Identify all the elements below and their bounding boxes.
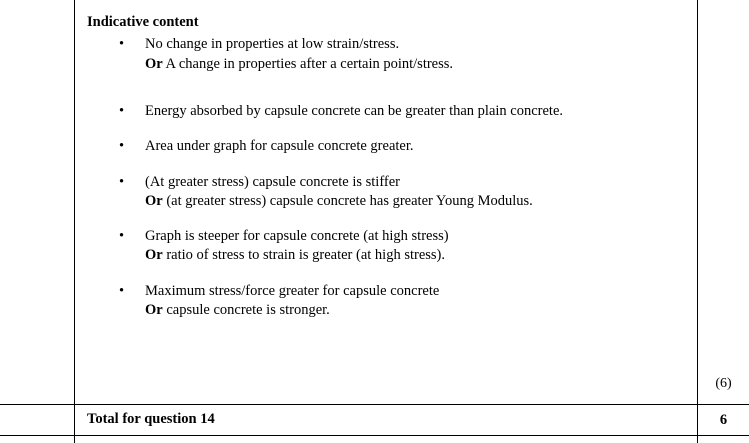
total-row-marks: 6 [719,412,728,428]
total-row-label: Total for question 14 [87,411,215,427]
or-keyword: Or [145,247,163,264]
list-item-line: (At greater stress) capsule concrete is stiffer [145,173,400,190]
list-spacer [87,74,697,102]
or-keyword: Or [145,55,163,72]
indicative-content-cell [75,0,697,320]
total-row-top-border [0,404,749,405]
list-item-line: Or capsule concrete is stronger. [145,301,330,318]
bullet-icon: • [119,138,125,155]
list-item [87,227,697,266]
list-item [87,137,697,156]
indicative-marks: (6) [715,376,732,391]
or-keyword: Or [145,192,163,209]
list-item-line: Energy absorbed by capsule concrete can be greater than plain concrete. [145,102,564,119]
list-item [87,35,697,74]
list-spacer [87,121,697,137]
list-item-line: Or ratio of stress to strain is greater (at high stress). [145,247,445,264]
list-item [87,282,697,321]
list-item-line: No change in properties at low strain/stress. [145,36,400,53]
bullet-icon: • [119,36,125,53]
list-spacer [87,157,697,173]
bullet-icon: • [119,102,125,119]
or-keyword: Or [145,301,163,318]
list-item-line: Or A change in properties after a certain point/stress. [145,55,454,72]
list-item-line: Graph is steeper for capsule concrete (at high stress) [145,228,449,245]
list-item-line: Or (at greater stress) capsule concrete has greater Young Modulus. [145,192,533,209]
list-item [87,173,697,212]
bullet-icon: • [119,173,125,190]
list-item-line: Area under graph for capsule concrete greater. [145,138,414,155]
list-spacer [87,266,697,282]
list-item-line: Maximum stress/force greater for capsule concrete [145,282,440,299]
list-spacer [87,211,697,227]
bullet-icon: • [119,282,125,299]
list-item [87,102,697,121]
bullet-icon: • [119,228,125,245]
total-row-bottom-border [0,435,749,436]
indicative-content-list [87,35,697,320]
page-title: Indicative content [87,14,199,30]
